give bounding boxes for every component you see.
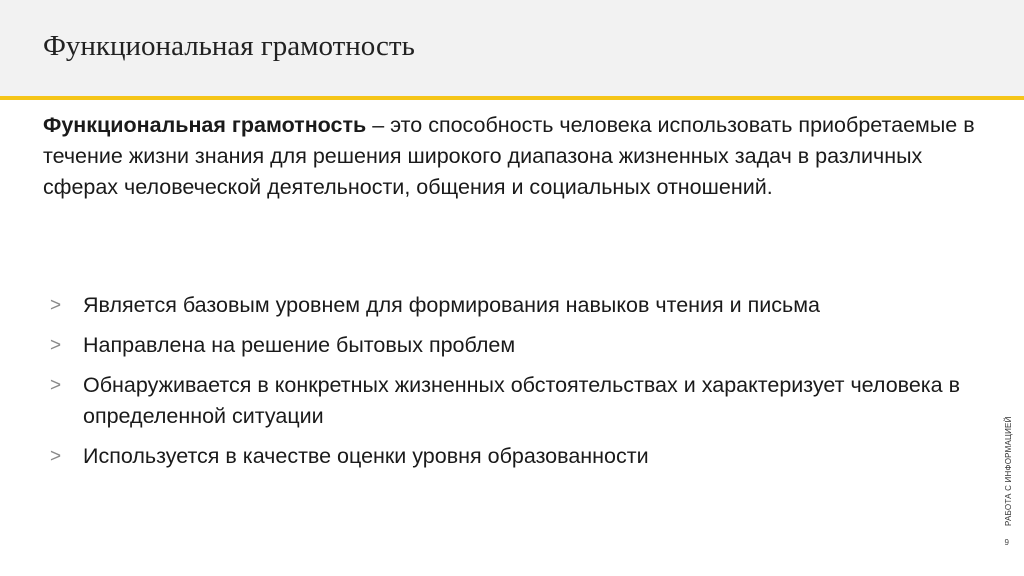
bullet-item	[43, 370, 963, 432]
bullet-list	[43, 290, 963, 481]
definition-paragraph	[43, 110, 983, 203]
chevron-right-icon: >	[50, 375, 62, 396]
definition-term: Функциональная грамотность	[43, 113, 367, 137]
accent-divider	[0, 96, 1024, 100]
chevron-right-icon: >	[50, 295, 62, 316]
bullet-text: Направлена на решение бытовых проблем	[83, 333, 516, 357]
slide-title: Функциональная грамотность	[43, 30, 415, 62]
slide-header	[0, 0, 1024, 96]
bullet-text: Обнаруживается в конкретных жизненных обстоятельствах и характеризует человека в определенной ситуации	[83, 373, 961, 428]
section-side-label: РАБОТА С ИНФОРМАЦИЕЙ	[1004, 416, 1013, 526]
bullet-item	[43, 330, 963, 361]
bullet-text: Используется в качестве оценки уровня образованности	[83, 444, 649, 468]
chevron-right-icon: >	[50, 446, 62, 467]
bullet-text: Является базовым уровнем для формирования навыков чтения и письма	[83, 293, 820, 317]
page-number: 9	[1004, 538, 1009, 547]
definition-text: – это способность человека использовать приобретаемые в течение жизни знания для решения широкого диапазона жизненных задач в различных сферах человеческой деятельности, общения и социальных отношений.	[43, 113, 975, 199]
bullet-item	[43, 441, 963, 472]
bullet-item	[43, 290, 963, 321]
chevron-right-icon: >	[50, 335, 62, 356]
